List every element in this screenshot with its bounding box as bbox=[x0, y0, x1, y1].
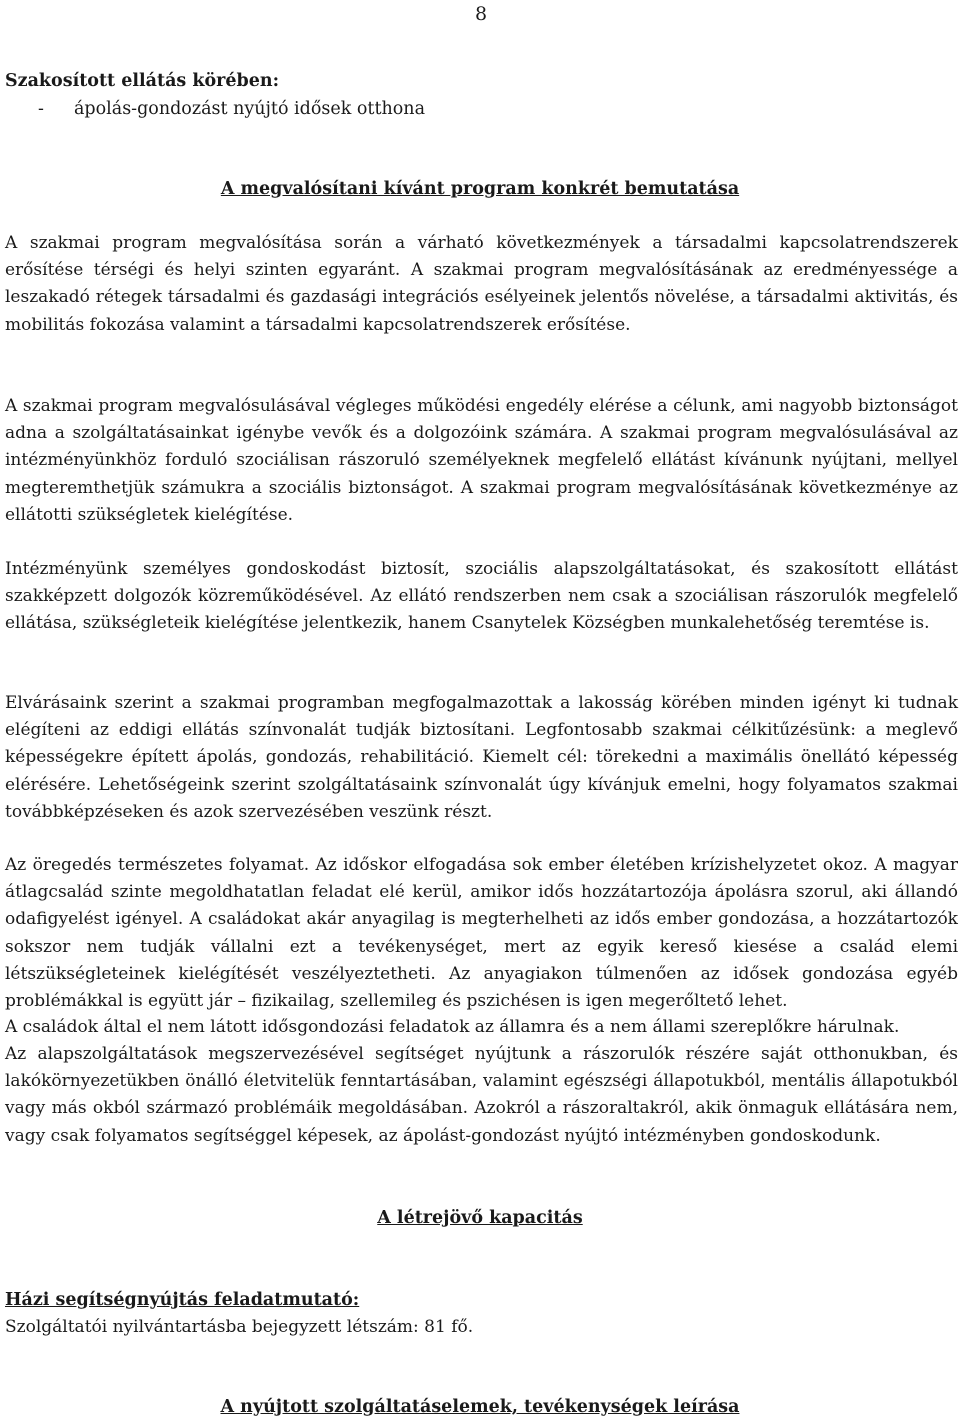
paragraph: A családok által el nem látott idősgondozási feladatok az államra és a nem állami szereplőkre hárulnak. bbox=[5, 1017, 900, 1037]
section-title-capacity: A létrejövő kapacitás bbox=[377, 1208, 583, 1228]
section-title-program: A megvalósítani kívánt program konkrét bemutatása bbox=[220, 179, 740, 199]
registered-headcount-line: Szolgáltatói nyilvántartásba bejegyzett létszám: 81 fő. bbox=[5, 1317, 474, 1337]
section-heading-home-help: Házi segítségnyújtás feladatmutató: bbox=[5, 1290, 360, 1310]
list-item bbox=[5, 97, 425, 121]
list-item-text: ápolás-gondozást nyújtó idősek otthona bbox=[74, 99, 426, 119]
paragraph: A szakmai program megvalósítása során a várható következmények a társadalmi kapcsolatrendszerek erősítése térségi és helyi szinten egyaránt. A szakmai program megvalósításának az eredményessége a leszakadó rétegek társadalmi és gazdasági integrációs esélyeinek jelentős növelése, a társadalmi aktivitás, és mobilitás fokozása valamint a társadalmi kapcsolatrendszerek erősítése. bbox=[5, 233, 958, 335]
paragraph: Elvárásaink szerint a szakmai programban megfogalmazottak a lakosság körében minden igényt ki tudnak elégíteni az eddigi ellátás színvonalát tudják biztosítani. Legfontosabb szakmai célkitűzésünk: a meglevő képességekre épített ápolás, gondozás, rehabilitáció. Kiemelt cél: törekedni a maximális önellátó képesség elérésére. Lehetőségeink szerint szolgáltatásaink színvonalát úgy kívánjuk emelni, hogy folyamatos szakmai továbbképzéseken és azok szervezésében veszünk részt. bbox=[5, 693, 958, 822]
section-title-services: A nyújtott szolgáltatáselemek, tevékenységek leírása bbox=[220, 1397, 740, 1417]
list-dash: - bbox=[38, 99, 44, 119]
section-heading-specialized-care: Szakosított ellátás körében: bbox=[5, 71, 280, 91]
paragraph: Az öregedés természetes folyamat. Az időskor elfogadása sok ember életében krízishelyzetet okoz. A magyar átlagcsalád szinte megoldhatatlan feladat elé kerül, amikor idős hozzátartozója ápolásra szorul, aki állandó odafigyelést igényel. A családokat akár anyagilag is megterhelheti az idős ember gondozása, a hozzátartozók sokszor nem tudják vállalni ezt a tevékenységet, mert az egyik kereső kiesése a család elemi létszükségleteinek kielégítését veszélyeztetheti. Az anyagiakon túlmenően az idősek gondozása egyéb problémákkal is együtt jár – fizikailag, szellemileg és pszichésen is igen megerőltető lehet. bbox=[5, 855, 958, 1012]
paragraph: Az alapszolgáltatások megszervezésével segítséget nyújtunk a rászorulók részére saját otthonukban, és lakókörnyezetükben önálló életvitelük fenntartásában, valamint egészségi állapotukból, mentális állapotukból vagy más okból származó problémáik megoldásában. Azokról a rászoraltakról, akik önmaguk ellátására nem, vagy csak folyamatos segítséggel képesek, az ápolást-gondozást nyújtó intézményben gondoskodunk. bbox=[5, 1044, 958, 1146]
paragraph: A szakmai program megvalósulásával végleges működési engedély elérése a célunk, ami nagyobb biztonságot adna a szolgáltatásainkat igénybe vevők és a dolgozóink számára. A szakmai program megvalósulásával az intézményünkhöz forduló szociálisan rászoruló személyeknek megfelelő ellátást kívánunk nyújtani, mellyel megteremthetjük számukra a szociális biztonságot. A szakmai program megvalósításának következménye az ellátotti szükségletek kielégítése. bbox=[5, 396, 958, 525]
paragraph: Intézményünk személyes gondoskodást biztosít, szociális alapszolgáltatásokat, és szakosított ellátást szakképzett dolgozók közreműködésével. Az ellátó rendszerben nem csak a szociálisan rászorulók megfelelő ellátása, szükségleteik kielégítése jelentkezik, hanem Csanytelek Községben munkalehetőség teremtése is. bbox=[5, 559, 958, 634]
page-number: 8 bbox=[474, 3, 488, 25]
